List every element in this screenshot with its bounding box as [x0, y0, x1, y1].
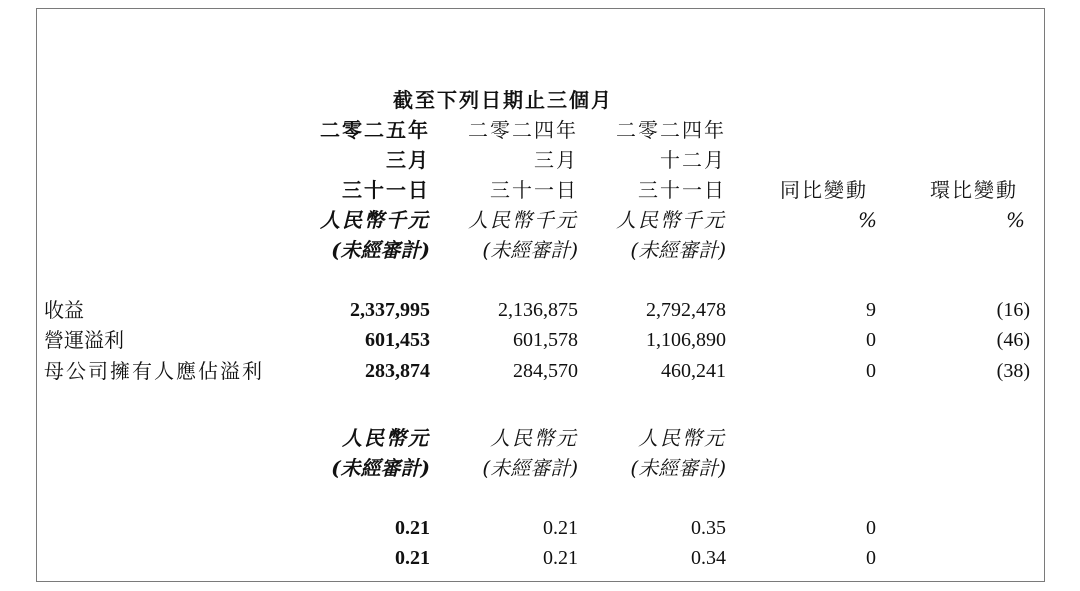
row-operating-profit-c2: 601,578: [513, 329, 578, 351]
col3-year: 二零二四年: [616, 118, 726, 142]
row-revenue-c3: 2,792,478: [646, 299, 726, 321]
row-operating-profit-qoq: (46): [996, 329, 1030, 351]
row-label-revenue: 收益: [44, 298, 84, 322]
row-revenue-c2: 2,136,875: [498, 299, 578, 321]
eps-row-1-c2: 0.21: [543, 517, 578, 539]
eps-col2-unit: 人民幣元: [490, 426, 578, 450]
row-label-attributable-profit: 母公司擁有人應佔溢利: [44, 359, 264, 383]
col2-month: 三月: [534, 148, 578, 172]
row-revenue-qoq: (16): [996, 299, 1030, 321]
col1-note: (未經審計): [331, 238, 430, 262]
col1-unit: 人民幣千元: [320, 208, 430, 232]
yoy-unit: %: [858, 208, 878, 232]
col3-note: (未經審計): [630, 238, 726, 262]
col1-month: 三月: [386, 148, 430, 172]
row-operating-profit-c1: 601,453: [365, 329, 430, 351]
row-attributable-profit-c1: 283,874: [365, 360, 430, 382]
eps-row-1-c3: 0.35: [691, 517, 726, 539]
eps-col3-note: (未經審計): [630, 456, 726, 480]
col2-year: 二零二四年: [468, 118, 578, 142]
row-attributable-profit-qoq: (38): [996, 360, 1030, 382]
col3-unit: 人民幣千元: [616, 208, 726, 232]
col2-day: 三十一日: [490, 178, 578, 202]
yoy-header: 同比變動: [780, 178, 868, 202]
col3-month: 十二月: [660, 148, 726, 172]
row-label-operating-profit: 營運溢利: [44, 328, 124, 352]
eps-col1-unit: 人民幣元: [342, 426, 430, 450]
eps-row-2-c2: 0.21: [543, 547, 578, 569]
row-revenue-c1: 2,337,995: [350, 299, 430, 321]
eps-row-2-c1: 0.21: [395, 547, 430, 569]
col1-year: 二零二五年: [320, 118, 430, 142]
row-attributable-profit-c2: 284,570: [513, 360, 578, 382]
row-revenue-yoy: 9: [866, 299, 876, 321]
eps-row-1-yoy: 0: [866, 517, 876, 539]
eps-row-2-c3: 0.34: [691, 547, 726, 569]
qoq-header: 環比變動: [930, 178, 1018, 202]
eps-col2-note: (未經審計): [482, 456, 578, 480]
row-operating-profit-c3: 1,106,890: [646, 329, 726, 351]
eps-col1-note: (未經審計): [331, 456, 430, 480]
eps-row-1-c1: 0.21: [395, 517, 430, 539]
col2-note: (未經審計): [482, 238, 578, 262]
col3-day: 三十一日: [638, 178, 726, 202]
row-attributable-profit-c3: 460,241: [661, 360, 726, 382]
col1-day: 三十一日: [342, 178, 430, 202]
period-title: 截至下列日期止三個月: [393, 88, 613, 112]
col2-unit: 人民幣千元: [468, 208, 578, 232]
row-operating-profit-yoy: 0: [866, 329, 876, 351]
eps-col3-unit: 人民幣元: [638, 426, 726, 450]
qoq-unit: %: [1006, 208, 1026, 232]
row-attributable-profit-yoy: 0: [866, 360, 876, 382]
eps-row-2-yoy: 0: [866, 547, 876, 569]
